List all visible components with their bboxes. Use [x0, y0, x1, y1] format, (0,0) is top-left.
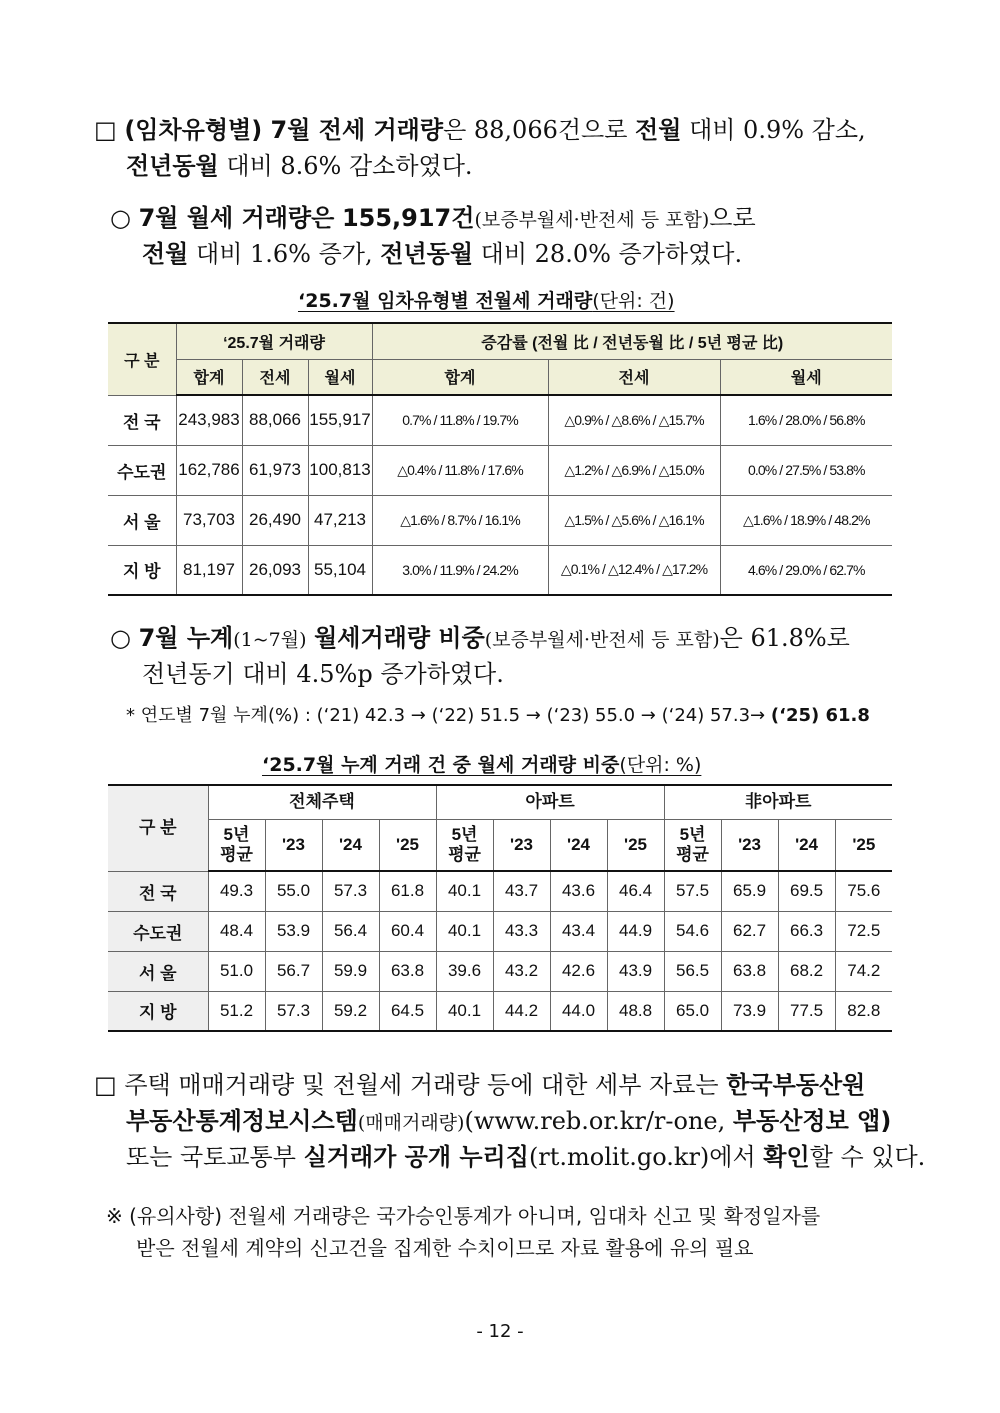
table-row	[108, 871, 892, 911]
rate-jeonse-cell: △0.1% / △12.4% / △17.2%	[548, 545, 720, 595]
value-cell: 60.4	[379, 911, 436, 951]
rate-total-cell: 3.0% / 11.9% / 24.2%	[372, 545, 548, 595]
page-number: - 12 -	[476, 1321, 524, 1342]
table-row	[108, 545, 892, 595]
sub-header-5yr-avg: 5년 평균	[664, 819, 721, 871]
total-cell: 81,197	[176, 545, 242, 595]
total-cell: 73,703	[176, 495, 242, 545]
value-cell: 61.8	[379, 871, 436, 911]
value-cell: 65.9	[721, 871, 778, 911]
sub-header-year: '24	[550, 819, 607, 871]
sub-header-year: '23	[721, 819, 778, 871]
circle-bullet: ○	[110, 624, 131, 652]
value-cell: 82.8	[835, 991, 892, 1031]
rate-jeonse-cell: △0.9% / △8.6% / △15.7%	[548, 395, 720, 445]
value-cell: 44.2	[493, 991, 550, 1031]
total-cell: 243,983	[176, 395, 242, 445]
value-cell: 43.3	[493, 911, 550, 951]
table-row	[108, 991, 892, 1031]
value-cell: 40.1	[436, 911, 493, 951]
sub-header-year: '25	[379, 819, 436, 871]
value-cell: 75.6	[835, 871, 892, 911]
value-cell: 59.9	[322, 951, 379, 991]
value-cell: 54.6	[664, 911, 721, 951]
group-header-all-housing: 전체주택	[208, 785, 436, 819]
total-cell: 162,786	[176, 445, 242, 495]
value-cell: 73.9	[721, 991, 778, 1031]
rate-total-cell: △1.6% / 8.7% / 16.1%	[372, 495, 548, 545]
yearly-note: * 연도별 7월 누계(%) : (‘21) 42.3 → (‘22) 51.5 → (‘23) 55.0 → (‘24) 57.3→ (‘25) 61.8	[126, 705, 870, 726]
sub-header-5yr-avg: 5년 평균	[208, 819, 265, 871]
table-row	[108, 445, 892, 495]
value-cell: 43.2	[493, 951, 550, 991]
value-cell: 66.3	[778, 911, 835, 951]
sub-header-year: '24	[322, 819, 379, 871]
value-cell: 69.5	[778, 871, 835, 911]
jeonse-cell: 26,490	[242, 495, 308, 545]
sub-header-5yr-avg: 5년 평균	[436, 819, 493, 871]
region-cell: 지 방	[108, 545, 176, 595]
value-cell: 57.5	[664, 871, 721, 911]
value-cell: 74.2	[835, 951, 892, 991]
group-header-non-apartment: 非아파트	[664, 785, 892, 819]
region-cell: 전 국	[108, 871, 208, 911]
paragraph-1-line-1: □ (임차유형별) 7월 전세 거래량은 88,066건으로 전월 대비 0.9% 감소,	[94, 116, 866, 144]
table-1-caption: ‘25.7월 임차유형별 전월세 거래량(단위: 건)	[298, 290, 675, 312]
value-cell: 39.6	[436, 951, 493, 991]
value-cell: 68.2	[778, 951, 835, 991]
value-cell: 63.8	[721, 951, 778, 991]
corner-header: 구 분	[108, 785, 208, 871]
jeonse-cell: 26,093	[242, 545, 308, 595]
value-cell: 53.9	[265, 911, 322, 951]
value-cell: 64.5	[379, 991, 436, 1031]
value-cell: 43.4	[550, 911, 607, 951]
sub-header-year: '23	[493, 819, 550, 871]
value-cell: 51.2	[208, 991, 265, 1031]
value-cell: 56.5	[664, 951, 721, 991]
rate-wolse-cell: 0.0% / 27.5% / 53.8%	[720, 445, 892, 495]
caution-note-line-1: ※ (유의사항) 전월세 거래량은 국가승인통계가 아니며, 임대차 신고 및 확정일자를	[106, 1204, 821, 1228]
checkbox-bullet: □	[94, 116, 117, 144]
value-cell: 65.0	[664, 991, 721, 1031]
table-row	[108, 951, 892, 991]
jeonse-cell: 61,973	[242, 445, 308, 495]
paragraph-4-line-2: 부동산통계정보시스템(매매거래량)(www.reb.or.kr/r-one, 부동산정보 앱)	[126, 1107, 892, 1135]
rate-total-cell: 0.7% / 11.8% / 19.7%	[372, 395, 548, 445]
value-cell: 49.3	[208, 871, 265, 911]
rate-jeonse-cell: △1.2% / △6.9% / △15.0%	[548, 445, 720, 495]
rental-volume-table	[108, 322, 892, 596]
region-cell: 수도권	[108, 911, 208, 951]
value-cell: 43.7	[493, 871, 550, 911]
sub-header-year: '24	[778, 819, 835, 871]
wolse-cell: 100,813	[308, 445, 372, 495]
value-cell: 57.3	[322, 871, 379, 911]
value-cell: 48.4	[208, 911, 265, 951]
rate-wolse-cell: 1.6% / 28.0% / 56.8%	[720, 395, 892, 445]
value-cell: 56.7	[265, 951, 322, 991]
wolse-cell: 155,917	[308, 395, 372, 445]
paragraph-4-line-1: □ 주택 매매거래량 및 전월세 거래량 등에 대한 세부 자료는 한국부동산원	[94, 1071, 866, 1099]
sub-header-rate-jeonse: 전세	[548, 359, 720, 395]
rate-group-header: 증감률 (전월 比 / 전년동월 比 / 5년 평균 比)	[372, 323, 892, 359]
sub-header-year: '25	[835, 819, 892, 871]
rate-jeonse-cell: △1.5% / △5.6% / △16.1%	[548, 495, 720, 545]
table-row	[108, 495, 892, 545]
sub-header-rate-wolse: 월세	[720, 359, 892, 395]
checkbox-bullet: □	[94, 1071, 117, 1099]
corner-header: 구 분	[108, 323, 176, 395]
r-one-link[interactable]: (www.reb.or.kr/r-one,	[464, 1107, 726, 1135]
value-cell: 57.3	[265, 991, 322, 1031]
value-cell: 43.9	[607, 951, 664, 991]
value-cell: 63.8	[379, 951, 436, 991]
paragraph-2-line-1: ○ 7월 월세 거래량은 155,917건(보증부월세·반전세 등 포함)으로	[110, 204, 756, 232]
caution-note-line-2: 받은 전월세 계약의 신고건을 집계한 수치이므로 자료 활용에 유의 필요	[136, 1236, 754, 1260]
value-cell: 51.0	[208, 951, 265, 991]
value-cell: 40.1	[436, 991, 493, 1031]
group-header-apartment: 아파트	[436, 785, 664, 819]
sub-header-total: 합계	[176, 359, 242, 395]
value-cell: 46.4	[607, 871, 664, 911]
value-cell: 48.8	[607, 991, 664, 1031]
value-cell: 44.0	[550, 991, 607, 1031]
value-cell: 56.4	[322, 911, 379, 951]
sub-header-rate-total: 합계	[372, 359, 548, 395]
region-cell: 지 방	[108, 991, 208, 1031]
table-row	[108, 911, 892, 951]
region-cell: 전 국	[108, 395, 176, 445]
value-cell: 77.5	[778, 991, 835, 1031]
paragraph-3-line-2: 전년동기 대비 4.5%p 증가하였다.	[142, 660, 504, 688]
circle-bullet: ○	[110, 204, 131, 232]
value-cell: 55.0	[265, 871, 322, 911]
molit-link[interactable]: (rt.molit.go.kr)	[528, 1143, 710, 1171]
rate-wolse-cell: △1.6% / 18.9% / 48.2%	[720, 495, 892, 545]
wolse-cell: 47,213	[308, 495, 372, 545]
paragraph-4-line-3: 또는 국토교통부 실거래가 공개 누리집(rt.molit.go.kr)에서 확인할 수 있다.	[126, 1143, 926, 1171]
rate-wolse-cell: 4.6% / 29.0% / 62.7%	[720, 545, 892, 595]
sub-header-year: '23	[265, 819, 322, 871]
value-cell: 40.1	[436, 871, 493, 911]
volume-group-header: ‘25.7월 거래량	[176, 323, 372, 359]
rate-total-cell: △0.4% / 11.8% / 17.6%	[372, 445, 548, 495]
value-cell: 42.6	[550, 951, 607, 991]
region-cell: 서 울	[108, 951, 208, 991]
value-cell: 72.5	[835, 911, 892, 951]
wolse-cell: 55,104	[308, 545, 372, 595]
wolse-share-table	[108, 784, 892, 1032]
paragraph-1-line-2: 전년동월 대비 8.6% 감소하였다.	[126, 152, 473, 180]
paragraph-3-line-1: ○ 7월 누계(1~7월) 월세거래량 비중(보증부월세·반전세 등 포함)은 61.8%로	[110, 624, 850, 652]
table-row	[108, 395, 892, 445]
sub-header-year: '25	[607, 819, 664, 871]
value-cell: 59.2	[322, 991, 379, 1031]
value-cell: 44.9	[607, 911, 664, 951]
jeonse-cell: 88,066	[242, 395, 308, 445]
table-2-caption: ‘25.7월 누계 거래 건 중 월세 거래량 비중(단위: %)	[262, 754, 702, 776]
sub-header-jeonse: 전세	[242, 359, 308, 395]
region-cell: 수도권	[108, 445, 176, 495]
region-cell: 서 울	[108, 495, 176, 545]
paragraph-2-line-2: 전월 대비 1.6% 증가, 전년동월 대비 28.0% 증가하였다.	[142, 240, 743, 268]
value-cell: 62.7	[721, 911, 778, 951]
sub-header-wolse: 월세	[308, 359, 372, 395]
value-cell: 43.6	[550, 871, 607, 911]
